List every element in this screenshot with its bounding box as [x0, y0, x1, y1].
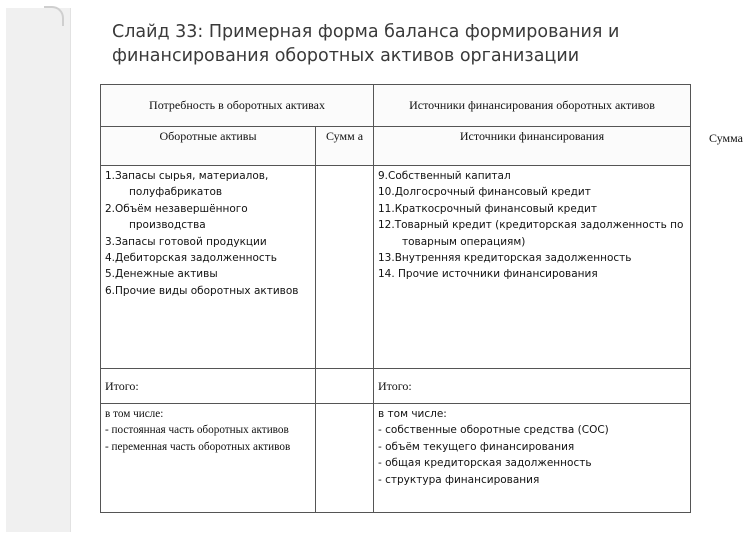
- incl-right: [378, 406, 686, 488]
- slide-title: Слайд 33: Примерная форма баланса формирования и финансирования оборотных активов организации: [112, 22, 620, 66]
- asset-item: 2.Объём незавершённого производства: [105, 202, 248, 232]
- source-item: 12.Товарный кредит (кредиторская задолженность по товарным операциям): [378, 219, 684, 248]
- slide-side-bar: [6, 8, 71, 532]
- incl-left: [105, 406, 311, 455]
- sources-cell: [374, 166, 691, 369]
- col-header-sum2: Сумма: [709, 131, 743, 145]
- asset-item: 5.Денежные активы: [105, 268, 218, 281]
- col-header-sources: [374, 127, 743, 166]
- total-left-sum: [316, 369, 374, 404]
- incl-right-line: - общая кредиторская задолженность: [378, 457, 592, 470]
- col-header-sum: Сумм а: [316, 127, 374, 166]
- assets-cell: [101, 166, 316, 369]
- assets-sum-cell: [316, 166, 374, 369]
- source-item: 10.Долгосрочный финансовый кредит: [378, 186, 591, 199]
- incl-right-line: - собственные оборотные средства (СОС): [378, 424, 609, 437]
- incl-left-line: - постоянная часть оборотных активов: [105, 424, 289, 437]
- sources-list: [378, 168, 686, 283]
- incl-right-line: - структура финансирования: [378, 473, 540, 486]
- asset-item: 4.Дебиторская задолженность: [105, 252, 277, 265]
- asset-item: 1.Запасы сырья, материалов, полуфабрикатов: [105, 170, 269, 199]
- source-item: 14. Прочие источники финансирования: [378, 268, 598, 281]
- balance-table: [100, 84, 743, 513]
- incl-right-title: в том числе:: [378, 408, 447, 420]
- col-header-assets: Оборотные активы: [101, 127, 316, 166]
- source-item: 13.Внутренняя кредиторская задолженность: [378, 252, 632, 265]
- header-sources: Источники финансирования оборотных активов: [374, 85, 691, 127]
- total-left: Итого:: [101, 369, 316, 404]
- incl-right-cell: [374, 404, 691, 513]
- incl-left-line: - переменная часть оборотных активов: [105, 440, 291, 453]
- incl-left-cell: [101, 404, 316, 513]
- incl-left-title: в том числе:: [105, 408, 164, 420]
- incl-left-sum: [316, 404, 374, 513]
- asset-item: 6.Прочие виды оборотных активов: [105, 284, 299, 297]
- header-needs: Потребность в оборотных активах: [101, 85, 374, 127]
- source-item: 11.Краткосрочный финансовый кредит: [378, 202, 597, 215]
- total-right: Итого:: [374, 369, 691, 404]
- assets-list: [105, 168, 311, 299]
- col-header-sources-label: Источники финансирования: [459, 129, 605, 143]
- asset-item: 3.Запасы готовой продукции: [105, 235, 267, 248]
- source-item: 9.Собственный капитал: [378, 170, 511, 182]
- incl-right-line: - объём текущего финансирования: [378, 440, 575, 453]
